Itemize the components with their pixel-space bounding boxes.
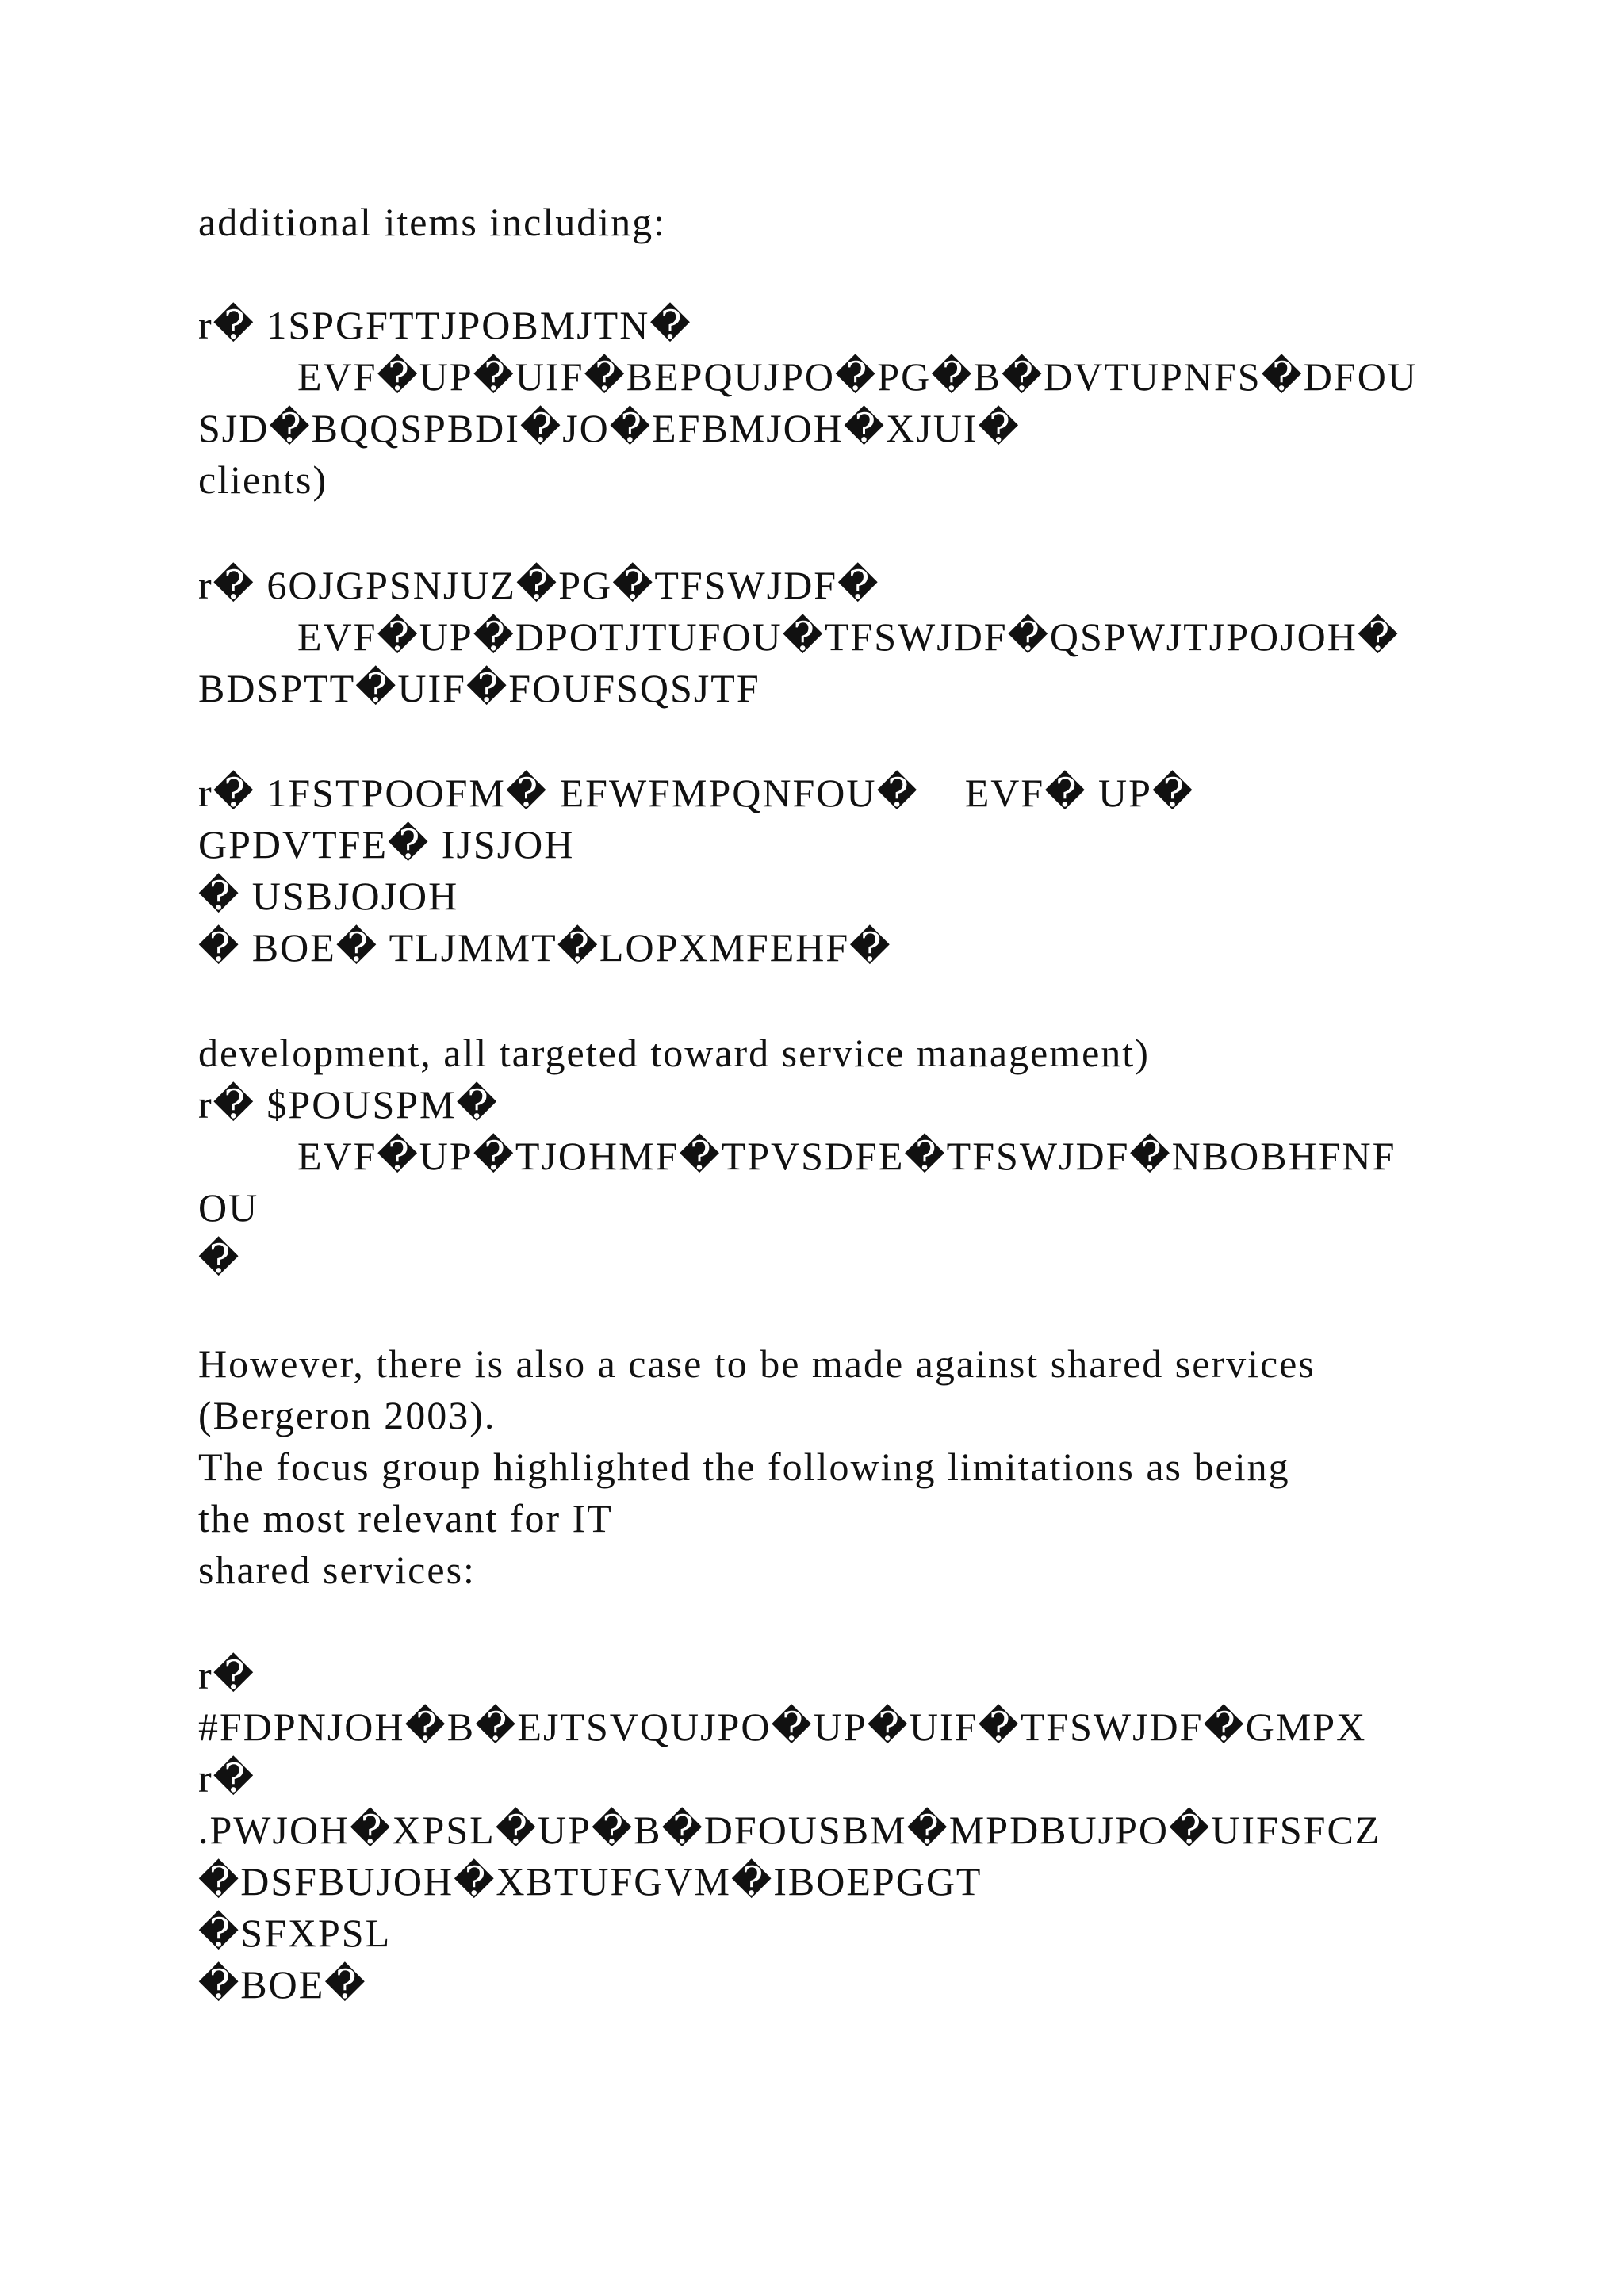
- text-line: EVF�UP�UIF�BEPQUJPO�PG�B�DVTUPNFS�DFOU: [297, 354, 1418, 399]
- text-line: GPDVTFE� IJSJOH: [198, 822, 575, 867]
- text-line: �DSFBUJOH�XBTUFGVM�IBOEPGGT: [198, 1859, 982, 1904]
- text-line: development, all targeted toward service management): [198, 1031, 1150, 1075]
- bullet-line: r�: [198, 1653, 255, 1697]
- bullet-line: r�: [198, 1756, 255, 1800]
- bullet-line: r� 6OJGPSNJUZ�PG�TFSWJDF�: [198, 563, 880, 607]
- text-line: additional items including:: [198, 200, 667, 244]
- bullet-line: r� 1SPGFTTJPOBMJTN�: [198, 303, 692, 347]
- text-line: � BOE� TLJMMT�LOPXMFEHF�: [198, 925, 892, 970]
- text-line: the most relevant for IT: [198, 1496, 613, 1540]
- text-line: BDSPTT�UIF�FOUFSQSJTF: [198, 666, 760, 710]
- text-line: (Bergeron 2003).: [198, 1393, 496, 1437]
- text-line: EVF�UP�DPOTJTUFOU�TFSWJDF�QSPWJTJPOJOH�: [297, 614, 1400, 659]
- text-line: �: [198, 1237, 241, 1281]
- text-line: OU: [198, 1185, 259, 1230]
- bullet-line: r� $POUSPM�: [198, 1082, 499, 1127]
- text-line: SJD�BQQSPBDI�JO�EFBMJOH�XJUI�: [198, 406, 1021, 450]
- text-line: .PWJOH�XPSL�UP�B�DFOUSBM�MPDBUJPO�UIFSFCZ: [198, 1808, 1381, 1852]
- text-line: clients): [198, 457, 328, 502]
- text-line: �BOE�: [198, 1962, 367, 2007]
- text-line: EVF�UP�TJOHMF�TPVSDFE�TFSWJDF�NBOBHFNF: [297, 1134, 1396, 1178]
- text-line: The focus group highlighted the following limitations as being: [198, 1445, 1290, 1489]
- text-line: #FDPNJOH�B�EJTSVQUJPO�UP�UIF�TFSWJDF�GMPX: [198, 1705, 1367, 1749]
- text-line: shared services:: [198, 1548, 476, 1592]
- text-line: However, there is also a case to be made against shared services: [198, 1341, 1316, 1386]
- text-line: � USBJOJOH: [198, 874, 459, 918]
- text-line: �SFXPSL: [198, 1911, 392, 1955]
- bullet-line: r� 1FSTPOOFM� EFWFMPQNFOU� EVF� UP�: [198, 771, 1195, 815]
